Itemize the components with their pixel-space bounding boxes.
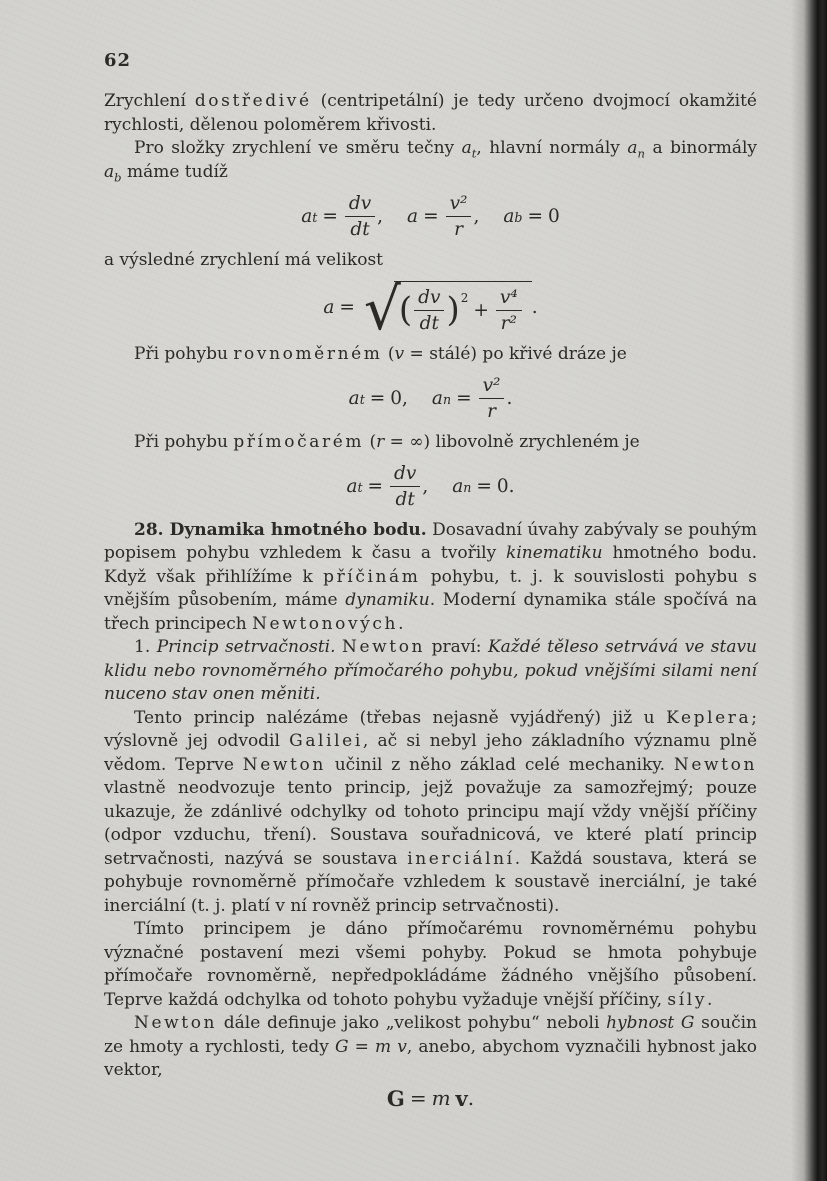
- text-segment: Každé těleso setrvává ve stavu klidu nebo rovnoměrného přímočarého pohybu, pokud vnějšími silami není nuceno stav onen měniti.: [104, 637, 758, 705]
- text-segment: .: [398, 613, 404, 634]
- text-segment: Princip setrvačnosti.: [156, 637, 336, 658]
- text-segment: G = m v: [335, 1036, 407, 1057]
- equals-sign: =: [367, 476, 384, 498]
- math-term: a: [323, 297, 335, 319]
- text-segment: , anebo, abychom vyznačili hybnost jako vektor,: [104, 1036, 757, 1081]
- text-segment: v: [394, 343, 405, 364]
- text-segment: = ∞) libovolně zrychleném je: [384, 431, 640, 452]
- mass-symbol: m: [431, 1086, 451, 1111]
- text-segment: Newton: [242, 754, 326, 775]
- text-segment: pohybu, t. j. k souvislosti pohybu s vnějším působením, máme: [104, 566, 757, 611]
- text-segment: . Každá soustava, která se pohybuje rovnoměrně přímočaře vzhledem k soustavě inerciální, je také inerciální (t. j. platí v ní rovněž princip setrvačnosti).: [104, 848, 757, 916]
- equals-sign: =: [423, 206, 439, 228]
- period: .: [506, 388, 513, 410]
- radicand: ( $\frac{dv}{dt}$ ) 2 + $\frac{\text{v⁴}}{\text{r²}}$: [394, 281, 532, 335]
- math-term: a: [407, 206, 419, 228]
- text-segment: vlastně neodvozuje tento princip, jejž považuje za samozřejmý; pouze ukazuje, že zdánlivé odchylky od tohoto principu mají vždy vnější příčiny (odpor vzduchu, tření). Soustava souřadnicová, ve které platí princip setrvačnosti, nazývá se soustava: [104, 778, 757, 869]
- period: .: [467, 1086, 475, 1111]
- text-segment: Zrychlení: [104, 91, 195, 111]
- text-segment: síly: [667, 989, 708, 1010]
- text-segment: a: [104, 161, 115, 182]
- fraction-v2-r: $\frac{\text{v²}}{r}$: [446, 193, 472, 241]
- text-segment: (centripetální) je tedy určeno dvojmocí okamžité rychlosti, dělenou poloměrem křivosti.: [104, 91, 757, 135]
- zero-value: 0.: [496, 476, 515, 498]
- text-segment: r: [376, 431, 385, 452]
- comma: ,: [473, 206, 480, 228]
- text-segment: Tímto principem je dáno přímočarému rovnoměrnému pohybu význačné postavení mezi všemi pohyby. Pokud se hmota pohybuje přímočaře rovnoměrně, nepředpokládáme žádného vnějšího působení. Teprve každá odchylka od tohoto pohybu vyžaduje vnější příčiny,: [104, 919, 757, 1010]
- text-segment: Newton: [134, 1013, 218, 1034]
- text-segment: a: [627, 138, 638, 158]
- formula-acceleration-components: [104, 193, 757, 241]
- text-segment: učinil z něho základ celé mechaniky.: [325, 754, 674, 775]
- text-segment: hmotného bodu. Když však přihlížíme k: [104, 543, 757, 587]
- paragraph-components: [104, 137, 757, 184]
- paragraph-momentum-definition: [104, 1012, 757, 1083]
- paragraph-resultant: [104, 249, 757, 273]
- paragraph-history-kepler-galilei-newton: [104, 707, 757, 919]
- text-segment: příčinám: [323, 566, 421, 587]
- text-segment: součin ze hmoty a rychlosti, tedy: [104, 1013, 757, 1057]
- fraktur-G-symbol: G: [386, 1085, 405, 1111]
- equals-sign: =: [322, 206, 338, 228]
- text-segment: dostředivé: [194, 91, 312, 111]
- text-segment: . Moderní dynamika stále spočívá na třech principech: [104, 590, 757, 634]
- text-segment: = stálé) po křivé dráze je: [404, 343, 627, 364]
- math-term: a n: [452, 476, 472, 498]
- text-segment: .: [707, 989, 713, 1010]
- math-term: a b: [503, 206, 523, 228]
- paragraph-principle-of-inertia: [104, 636, 757, 707]
- text-segment: (: [382, 343, 395, 364]
- comma: ,: [377, 206, 384, 228]
- page-content: [104, 90, 757, 1119]
- equals-sign: =: [369, 388, 386, 410]
- text-segment: Tento princip nalézáme (třebas nejasně vyjádřený) již u: [134, 707, 667, 728]
- fraction-v2-r: $\frac{\text{v²}}{r}$: [479, 375, 505, 423]
- text-segment: Galilei: [289, 731, 363, 752]
- fraction-v4-r2: $\frac{\text{v⁴}}{\text{r²}}$: [496, 287, 522, 335]
- subscript: n: [637, 146, 645, 161]
- text-segment: kinematiku: [506, 543, 603, 564]
- text-segment: dynamiku: [345, 590, 430, 611]
- paragraph-section-28-dynamics: [104, 519, 757, 637]
- formula-rectilinear-motion: [104, 463, 757, 511]
- fraktur-v-symbol: v: [455, 1085, 468, 1111]
- text-segment: inerciální: [407, 848, 515, 869]
- text-segment: Newtonových: [252, 613, 399, 634]
- formula-uniform-motion: [104, 375, 757, 423]
- equals-sign: =: [409, 1086, 427, 1111]
- text-segment: Newton: [342, 637, 426, 658]
- comma: ,: [422, 476, 429, 498]
- fraction-dv-dt: $\frac{dv}{dt}$: [414, 287, 444, 335]
- text-segment: a: [461, 138, 472, 158]
- text-segment: Keplera: [666, 707, 752, 728]
- zero-value: 0,: [390, 388, 408, 410]
- text-segment: a výsledné zrychlení má velikost: [104, 249, 383, 270]
- formula-resultant-acceleration: [104, 274, 757, 343]
- fraction-dv-dt: $\frac{dv}{dt}$: [345, 193, 375, 241]
- math-term: a n: [431, 388, 452, 410]
- text-segment: , hlavní normály: [476, 138, 628, 158]
- text-segment: dále definuje jako „velikost pohybu“ neboli: [217, 1013, 607, 1034]
- math-term: a t: [301, 206, 318, 228]
- text-segment: a binormály: [644, 138, 757, 158]
- text-segment: přímočarém: [233, 431, 365, 452]
- equals-sign: =: [527, 206, 543, 228]
- text-segment: hybnost G: [606, 1013, 695, 1034]
- paragraph-rectilinear-motion: [104, 431, 757, 455]
- text-segment: máme tudíž: [121, 161, 228, 182]
- text-segment: rovnoměrném: [233, 343, 383, 364]
- period: .: [531, 297, 538, 319]
- math-term: a t: [348, 388, 365, 410]
- paragraph-centripetal: [104, 90, 757, 137]
- text-segment: Pro složky zrychlení ve směru tečny: [134, 138, 462, 158]
- text-segment: praví:: [425, 637, 488, 658]
- page-number: 62: [104, 50, 132, 71]
- exponent: 2: [460, 290, 469, 305]
- text-segment: (: [364, 431, 377, 452]
- formula-momentum: [104, 1087, 757, 1111]
- paragraph-uniform-motion: [104, 343, 757, 367]
- text-segment: Při pohybu: [134, 431, 234, 452]
- fraction-dv-dt: $\frac{dv}{dt}$: [390, 463, 420, 511]
- paragraph-uniform-rectilinear-special: [104, 918, 757, 1012]
- text-segment: ; výslovně jej odvodil: [104, 707, 757, 752]
- subscript: t: [471, 146, 477, 161]
- text-segment: 28. Dynamika hmotného bodu.: [134, 519, 427, 540]
- zero-value: 0: [547, 206, 560, 228]
- square-root: √ ( $\frac{dv}{dt}$ ) 2 + $\frac{\text{v⁴}}{\text{r²}}$: [364, 281, 532, 335]
- text-segment: 1.: [134, 637, 157, 658]
- text-segment: Při pohybu: [134, 343, 234, 364]
- equals-sign: =: [339, 297, 355, 319]
- text-segment: Dosavadní úvahy zabývaly se pouhým popisem pohybu vzhledem k času a tvořily: [104, 519, 757, 564]
- plus-sign: +: [473, 300, 489, 322]
- subscript: b: [114, 169, 122, 184]
- math-term: a t: [346, 476, 363, 498]
- text-segment: , ač si nebyl jeho základního významu plně vědom. Teprve: [104, 731, 758, 775]
- text-segment: Newton: [673, 754, 757, 775]
- scan-edge-shadow: [791, 0, 827, 1181]
- equals-sign: =: [476, 476, 492, 498]
- equals-sign: =: [456, 388, 472, 410]
